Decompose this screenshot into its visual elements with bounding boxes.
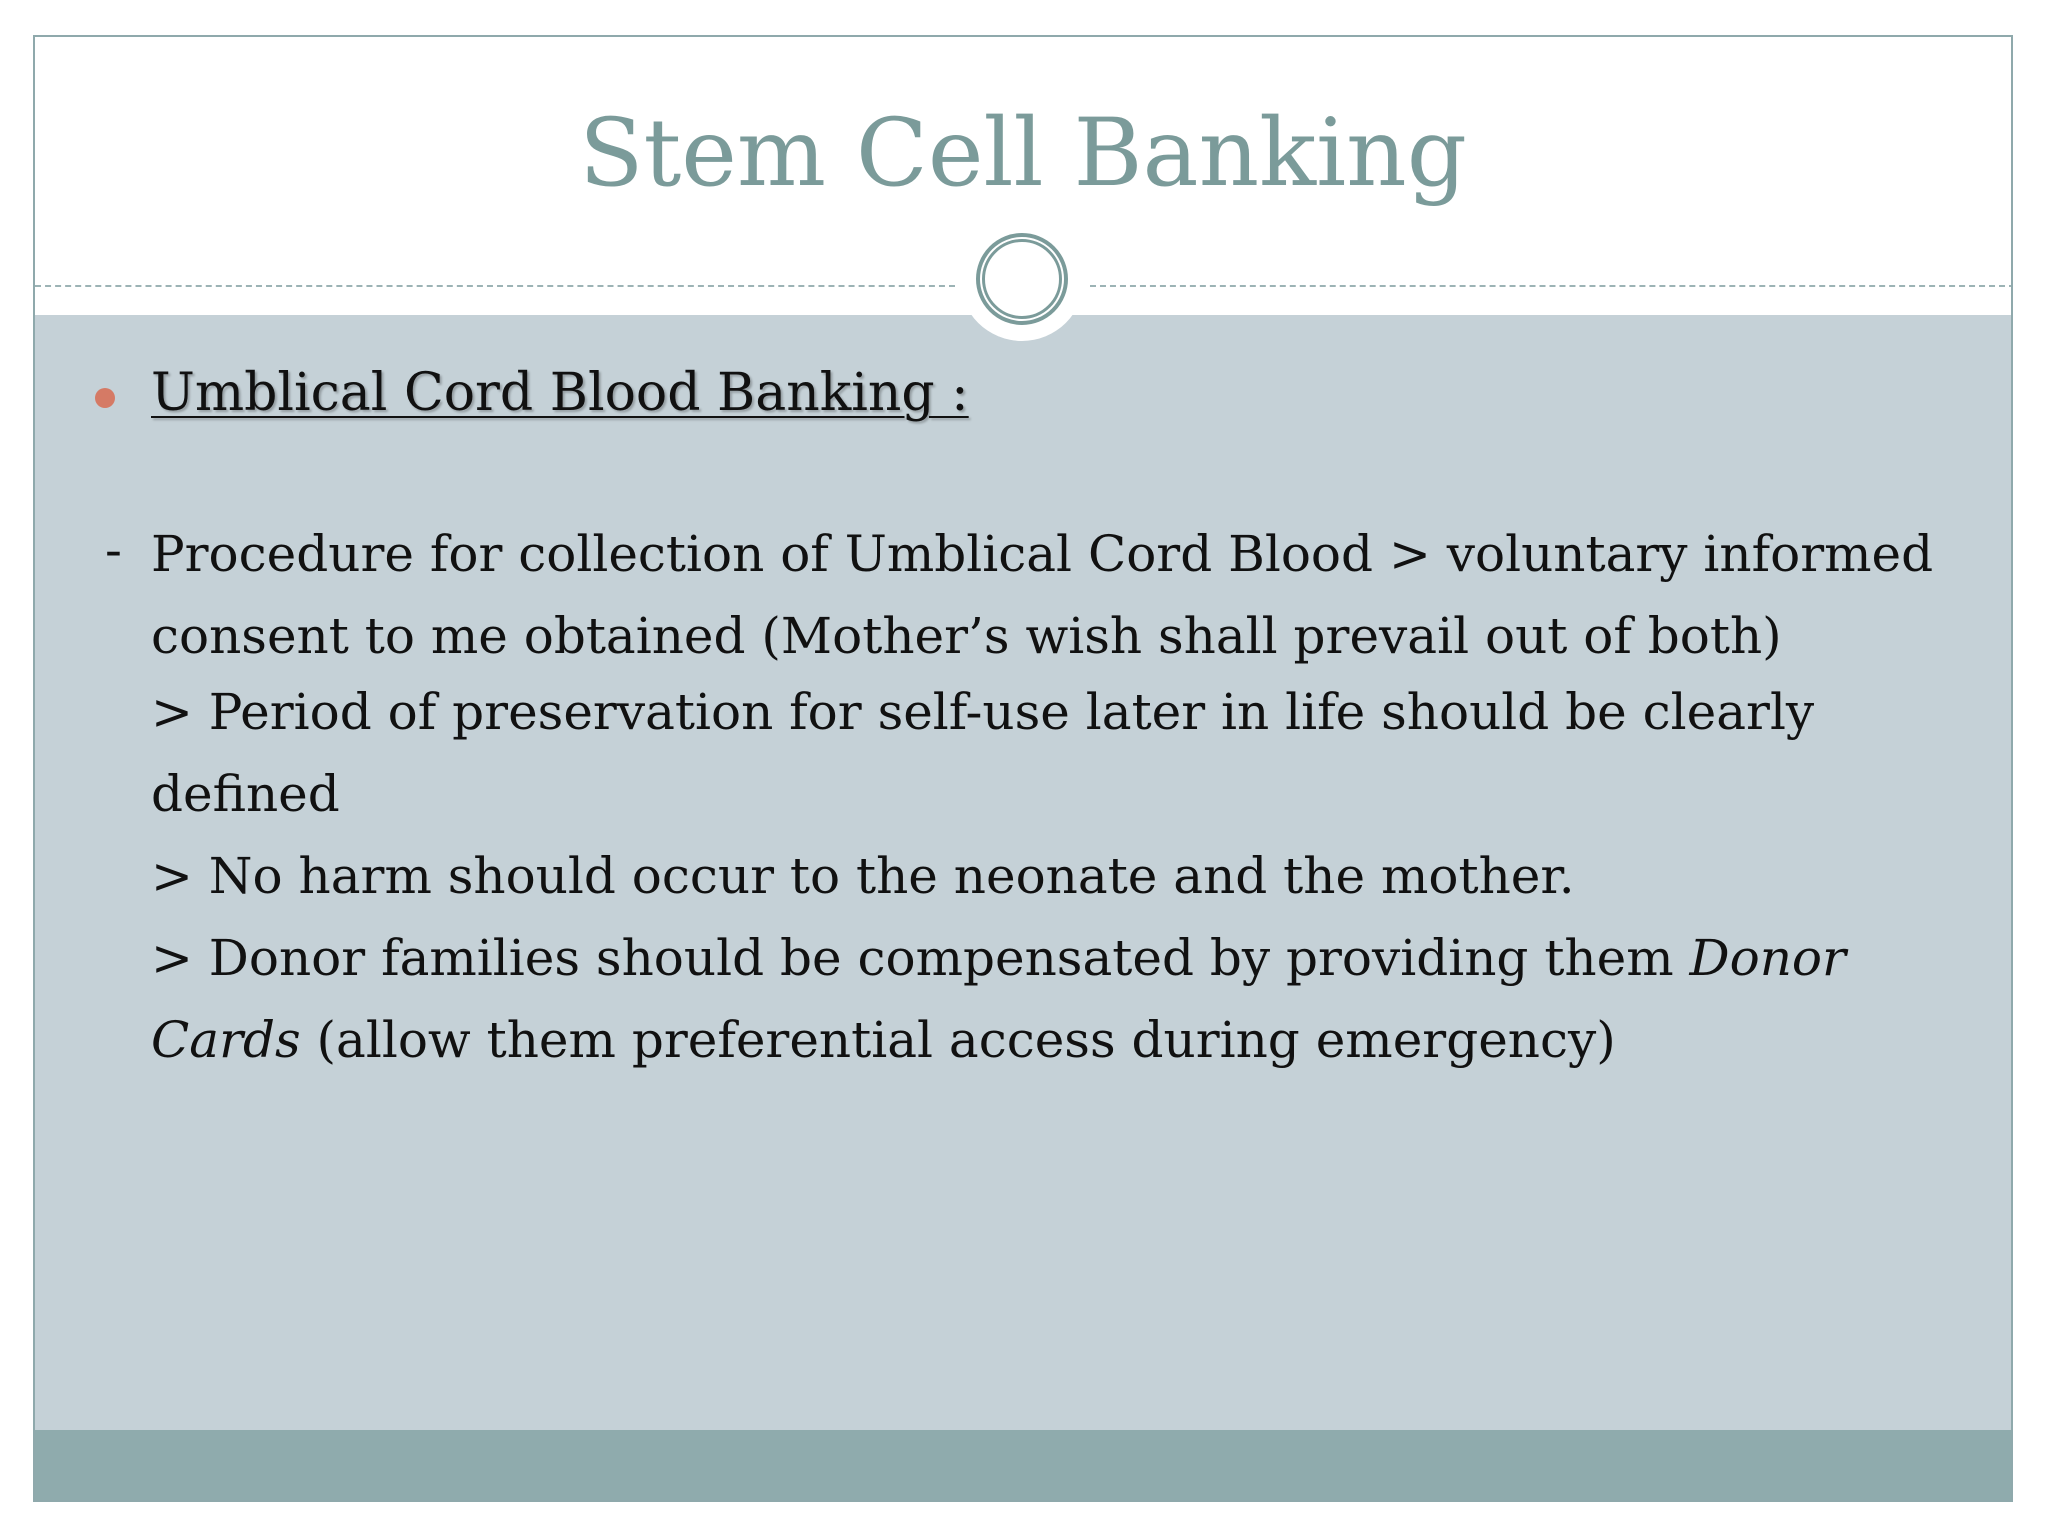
- body-line-5: > No harm should occur to the neonate and the mother.: [151, 847, 1575, 905]
- body-line-7-text: (allow them preferential access during emergency): [300, 1011, 1616, 1069]
- slide-body: [151, 519, 1971, 1081]
- body-line-2: consent to me obtained (Mother’s wish shall prevail out of both): [151, 607, 1782, 665]
- dash-marker: -: [105, 521, 122, 579]
- slide-footer-band: [35, 1430, 2011, 1500]
- body-line-6: [151, 917, 1971, 999]
- body-line-3: > Period of preservation for self-use later in life should be clearly: [151, 683, 1815, 741]
- header-divider-left: [35, 285, 955, 287]
- body-line-7-italic: Cards: [151, 1011, 301, 1069]
- slide-title: Stem Cell Banking: [579, 99, 1467, 208]
- slide: [33, 35, 2013, 1502]
- body-line-7: [151, 999, 1971, 1081]
- header-divider-right: [1090, 285, 2013, 287]
- body-line-4: defined: [151, 765, 340, 823]
- double-ring-ornament-inner-icon: [982, 239, 1062, 319]
- body-line-1: Procedure for collection of Umblical Cord Blood > voluntary informed: [151, 525, 1934, 583]
- body-line-6-italic: Donor: [1689, 929, 1846, 987]
- circle-bullet-icon: [95, 388, 115, 408]
- section-heading: Umblical Cord Blood Banking :: [151, 363, 969, 423]
- body-line-6-text: > Donor families should be compensated by providing them: [151, 929, 1690, 987]
